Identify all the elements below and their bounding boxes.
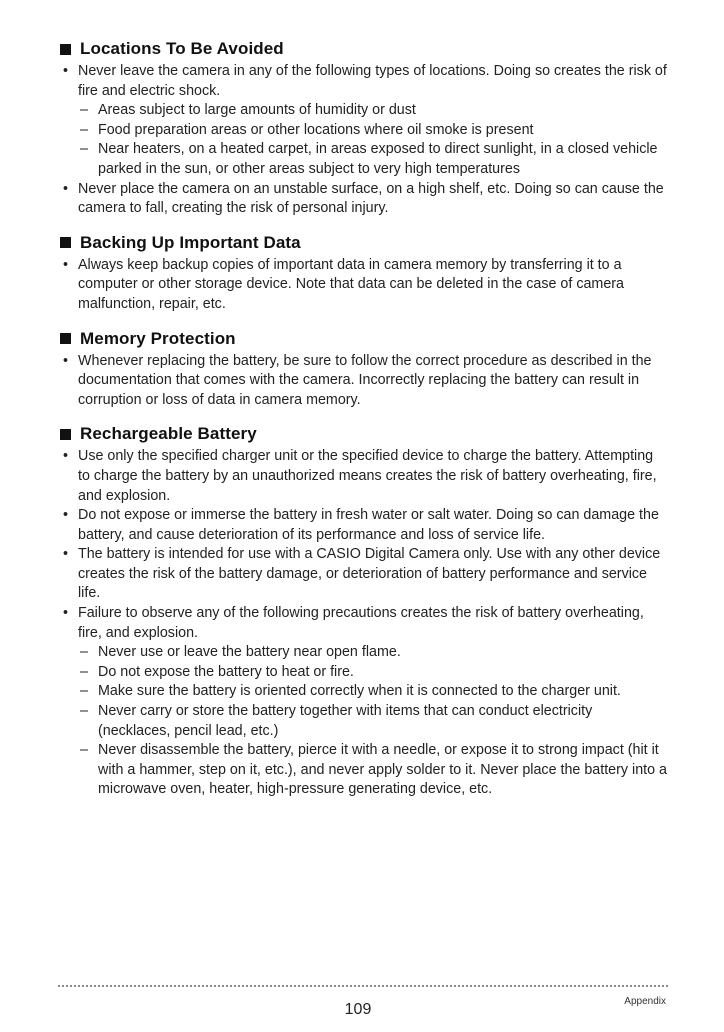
dash-glyph: –	[80, 683, 88, 700]
section-heading	[58, 328, 668, 350]
section-heading	[58, 232, 668, 254]
section-heading	[58, 423, 668, 445]
section-title: Locations To Be Avoided	[80, 39, 284, 58]
bullet-text: Whenever replacing the battery, be sure to follow the correct procedure as described in the documentation that comes with the camera. Incorrectly replacing the battery can result in corruption or loss of data in camera memory.	[78, 352, 652, 408]
document-body	[58, 38, 668, 813]
bullet-glyph: •	[63, 546, 69, 563]
dash-glyph: –	[80, 703, 88, 720]
bullet-item	[58, 506, 668, 545]
section	[58, 232, 668, 315]
bullet-item	[58, 545, 668, 604]
page-number: 109	[344, 1001, 372, 1018]
bullet-text: Never leave the camera in any of the following types of locations. Doing so creates the risk of fire and electric shock.	[78, 63, 667, 99]
sub-item	[78, 121, 668, 141]
dash-glyph: –	[80, 644, 88, 661]
bullet-glyph: •	[63, 63, 69, 79]
sub-list	[78, 643, 668, 800]
bullet-item	[58, 62, 668, 180]
bullet-glyph: •	[63, 507, 69, 524]
section-title: Rechargeable Battery	[80, 424, 257, 444]
dash-glyph: –	[80, 102, 88, 119]
sub-item	[78, 663, 668, 683]
dash-glyph: –	[80, 121, 88, 138]
dash-glyph: –	[80, 742, 88, 759]
sub-item-text: Food preparation areas or other locations where oil smoke is present	[98, 121, 534, 138]
sub-item	[78, 702, 668, 741]
section	[58, 328, 668, 411]
bullet-list	[58, 447, 668, 800]
bullet-text: The battery is intended for use with a CASIO Digital Camera only. Use with any other device creates the risk of the battery damage, or deterioration of battery performance and service life.	[78, 546, 661, 602]
square-bullet-icon	[60, 333, 71, 344]
bullet-text: Use only the specified charger unit or the specified device to charge the battery. Attempting to charge the battery by an unauthorized means creates the risk of battery overheating, fire, and explosion.	[78, 448, 657, 504]
bullet-text: Always keep backup copies of important data in camera memory by transferring it to a computer or other storage device. Note that data can be deleted in the case of camera malfunction, repair, etc.	[78, 256, 624, 312]
sub-list	[78, 101, 668, 179]
section	[58, 38, 668, 219]
bullet-list	[58, 62, 668, 219]
dash-glyph: –	[80, 141, 88, 158]
sub-item-text: Never use or leave the battery near open flame.	[98, 644, 401, 661]
sub-item-text: Make sure the battery is oriented correctly when it is connected to the charger unit.	[98, 683, 621, 700]
bullet-glyph: •	[63, 605, 69, 622]
sub-item-text: Never carry or store the battery together with items that can conduct electricity (necklaces, pencil lead, etc.)	[98, 703, 593, 739]
square-bullet-icon	[60, 429, 71, 440]
bullet-text: Do not expose or immerse the battery in fresh water or salt water. Doing so can damage the battery, and cause deterioration of its performance and loss of service life.	[78, 507, 659, 543]
bullet-text: Failure to observe any of the following precautions creates the risk of battery overheating, fire, and explosion.	[78, 605, 644, 641]
section-title: Backing Up Important Data	[80, 232, 301, 252]
footer-divider	[58, 985, 668, 987]
sub-item-text: Areas subject to large amounts of humidity or dust	[98, 102, 416, 119]
section-title: Memory Protection	[80, 328, 236, 348]
sub-item	[78, 140, 668, 179]
section	[58, 423, 668, 800]
dash-glyph: –	[80, 663, 88, 680]
bullet-list	[58, 256, 668, 315]
sub-item-text: Never disassemble the battery, pierce it with a needle, or expose it to strong impact (hit it with a hammer, step on it, etc.), and never apply solder to it. Never place the battery into a microwave oven, heater, high-pressure generating device, etc.	[98, 742, 667, 798]
square-bullet-icon	[60, 237, 71, 248]
section-heading	[58, 38, 668, 60]
bullet-list	[58, 352, 668, 411]
bullet-glyph: •	[63, 448, 69, 465]
bullet-glyph: •	[63, 256, 69, 273]
bullet-text: Never place the camera on an unstable surface, on a high shelf, etc. Doing so can cause the camera to fall, creating the risk of personal injury.	[78, 180, 664, 217]
bullet-item	[58, 180, 668, 219]
bullet-item	[58, 447, 668, 506]
sub-item-text: Do not expose the battery to heat or fire.	[98, 663, 354, 680]
sub-item	[78, 741, 668, 800]
bullet-item	[58, 604, 668, 800]
sub-item	[78, 643, 668, 663]
sub-item	[78, 101, 668, 121]
sub-item	[78, 682, 668, 702]
sub-item-text: Near heaters, on a heated carpet, in areas exposed to direct sunlight, in a closed vehicle parked in the sun, or other areas subject to very high temperatures	[98, 141, 658, 177]
bullet-glyph: •	[63, 352, 69, 369]
bullet-glyph: •	[63, 180, 69, 197]
bullet-item	[58, 256, 668, 315]
bullet-item	[58, 352, 668, 411]
square-bullet-icon	[60, 44, 71, 55]
footer-section-label: Appendix	[624, 996, 666, 1007]
